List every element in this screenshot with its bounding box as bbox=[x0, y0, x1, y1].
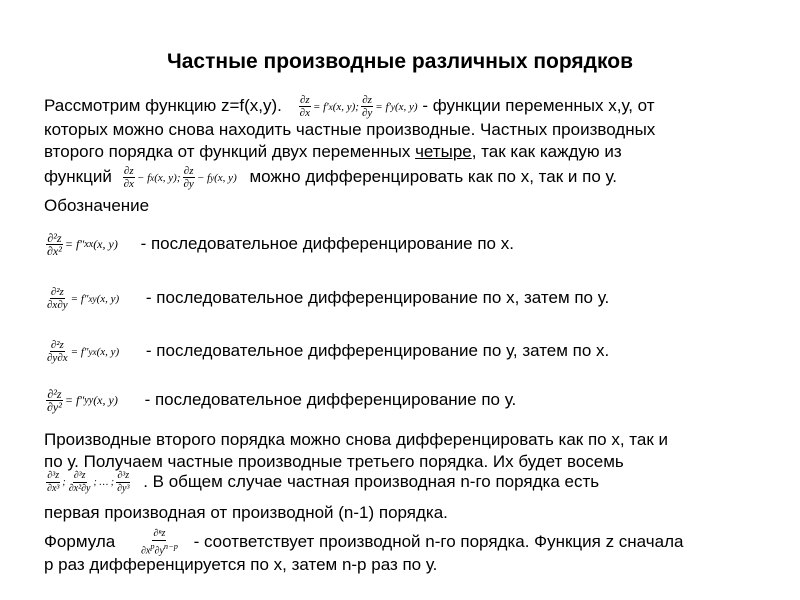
third-line-4: первая производная от производной (n-1) порядка. bbox=[44, 503, 448, 522]
intro-text: функций bbox=[44, 166, 112, 186]
intro-line-2: которых можно снова находить частные производные. Частных производных bbox=[44, 120, 656, 139]
formula-label: Формула bbox=[44, 532, 116, 552]
third-line-3 bbox=[44, 470, 599, 495]
second-order-yx bbox=[44, 339, 609, 364]
slide-title: Частные производные различных порядков bbox=[167, 50, 633, 73]
formula-fyx: $\frac{\text{∂²z}}{\partial y\partial x}$ = f″ yx (x, y) bbox=[47, 339, 120, 364]
description: - последовательное дифференцирование по у. bbox=[144, 389, 517, 409]
third-line-1: Производные второго порядка можно снова дифференцировать как по х, так и bbox=[44, 430, 668, 449]
third-order-formulas: $\frac{\text{∂³z}}{\text{∂x³}}$ ; $\frac{\text{∂³z}}{\text{∂x²∂y}}$ ; … ; $\frac{\text{∂³z}}{\text{∂y³}}$ bbox=[47, 470, 130, 494]
formula-fyy: $\frac{\text{∂²z}}{\text{∂y²}}$ = f″ yy (x, y) bbox=[47, 387, 118, 414]
description: - соответствует производной n-го порядка. Функция z сначала bbox=[193, 532, 684, 552]
description: . В общем случае частная производная n-го порядка есть bbox=[143, 471, 600, 491]
intro-text: Рассмотрим функцию z=f(x,y). bbox=[44, 95, 282, 115]
functions-formula: $\frac{\partial z}{\partial x}$ − f x (x, y); $\frac{\partial z}{\partial y}$ − f y (x, y) bbox=[123, 165, 237, 190]
formula-fxy: $\frac{\text{∂²z}}{\partial x\partial y}$ = f″ xy (x, y) bbox=[47, 286, 120, 311]
intro-text: второго порядка от функций двух переменных bbox=[44, 142, 416, 161]
third-line-2: по у. Получаем частные производные третьего порядка. Их будет восемь bbox=[44, 452, 624, 471]
description: - последовательное дифференцирование по х. bbox=[140, 233, 514, 253]
notation-label: Обозначение bbox=[44, 196, 150, 215]
second-order-xx bbox=[44, 232, 514, 257]
description: - последовательное дифференцирование по у, затем по х. bbox=[145, 340, 610, 360]
intro-text: - функции переменных х,у, от bbox=[422, 95, 655, 115]
nth-order-formula: $\frac{\text{∂ⁿz}}{\partial x^p\partial y^{n-p}}$ bbox=[140, 528, 178, 557]
intro-text: , так как каждую из bbox=[471, 142, 622, 161]
intro-line-3 bbox=[44, 142, 622, 162]
second-order-xy bbox=[44, 286, 609, 311]
intro-text: можно дифференцировать как по х, так и по у. bbox=[249, 166, 618, 186]
first-derivatives-formula: $\frac{\partial z}{\partial x}$ = f′ x (x, y); $\frac{\partial z}{\partial y}$ = f′ y (x, y) bbox=[299, 94, 418, 119]
formula-fxx: $\frac{\text{∂²z}}{\text{∂x²}}$ = f″ xx (x, y) bbox=[47, 231, 118, 258]
formula-line-1 bbox=[44, 528, 683, 557]
second-order-yy bbox=[44, 388, 516, 413]
intro-line-4 bbox=[44, 165, 617, 190]
intro-line-1 bbox=[44, 94, 655, 119]
formula-line-2: р раз дифференцируется по х, затем n-p раз по у. bbox=[44, 555, 438, 574]
description: - последовательное дифференцирование по х, затем по у. bbox=[145, 287, 610, 307]
underlined-word: четыре bbox=[415, 142, 472, 161]
